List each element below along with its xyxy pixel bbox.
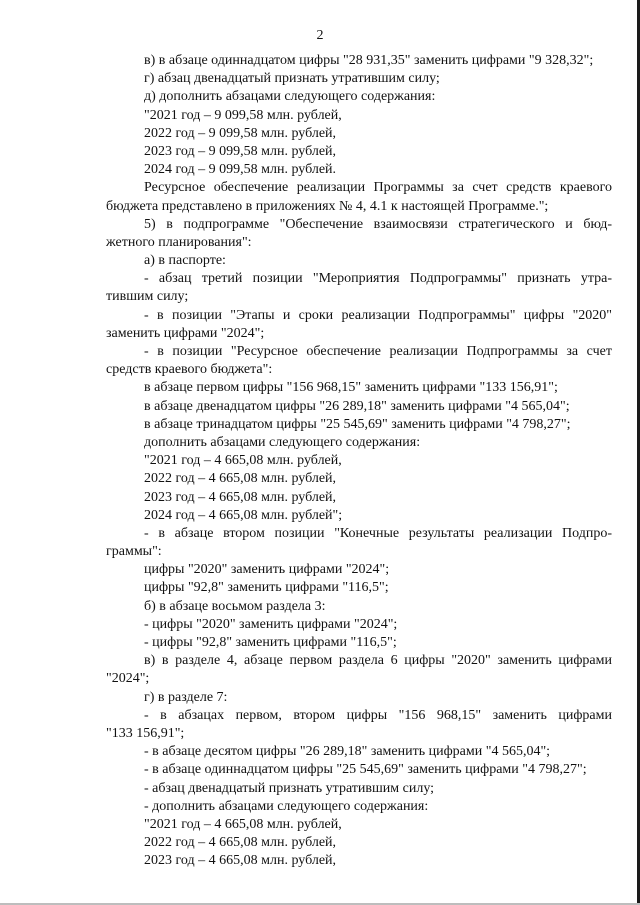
text-line: в абзаце двенадцатом цифры "26 289,18" заменить цифрами "4 565,04"; [144,398,570,414]
text-line: б) в абзаце восьмом раздела 3: [144,598,326,614]
text-line: граммы": [106,544,162,560]
text-line: г) абзац двенадцатый признать утратившим силу; [144,71,440,87]
text-line: - цифры "92,8" заменить цифрами "116,5"; [144,635,397,650]
text-line: д) дополнить абзацами следующего содержания: [144,89,436,105]
text-line: 2024 год – 4 665,08 млн. рублей"; [144,507,343,523]
text-line: в абзаце первом цифры "156 968,15" заменить цифрами "133 156,91"; [144,380,558,396]
text-line: - в позиции "Ресурсное обеспечение реализации Подпрограммы за счет [144,344,612,359]
text-line: - в абзаце одиннадцатом цифры "25 545,69" заменить цифрами "4 798,27"; [144,762,587,778]
text-line: тившим силу; [106,289,189,305]
text-line: - абзац третий позиции "Мероприятия Подпрограммы" признать утра- [144,271,612,287]
text-line: "133 156,91"; [106,725,185,741]
text-line: 2022 год – 4 665,08 млн. рублей, [144,835,337,851]
text-line: - дополнить абзацами следующего содержания: [144,798,429,814]
text-line: "2021 год – 4 665,08 млн. рублей, [144,816,342,832]
text-line: "2024"; [106,671,150,687]
text-line: 2024 год – 9 099,58 млн. рублей. [144,162,337,178]
text-line: Ресурсное обеспечение реализации Программы за счет средств краевого [144,180,612,196]
text-line: в) в разделе 4, абзаце первом раздела 6 цифры "2020" заменить цифрами [144,653,612,669]
text-line: - в позиции "Этапы и сроки реализации Подпрограммы" цифры "2020" [144,307,612,323]
text-line: дополнить абзацами следующего содержания: [144,434,421,450]
text-line: заменить цифрами "2024"; [106,325,265,341]
text-line: "2021 год – 9 099,58 млн. рублей, [144,107,342,123]
text-line: 2023 год – 4 665,08 млн. рублей, [144,853,337,869]
text-line: г) в разделе 7: [144,689,228,705]
text-line: - в абзаце десятом цифры "26 289,18" заменить цифрами "4 565,04"; [144,744,551,760]
text-line: 2023 год – 9 099,58 млн. рублей, [144,143,337,159]
text-line: - цифры "2020" заменить цифрами "2024"; [144,616,398,632]
text-line: цифры "92,8" заменить цифрами "116,5"; [144,580,389,596]
page-number: 2 [316,28,324,43]
text-line: 2023 год – 4 665,08 млн. рублей, [144,489,337,505]
text-line: 5) в подпрограмме "Обеспечение взаимосвязи стратегического и бюд- [144,216,612,232]
text-line: в) в абзаце одиннадцатом цифры "28 931,35" заменить цифрами "9 328,32"; [144,53,594,68]
text-line: а) в паспорте: [144,253,226,269]
text-line: 2022 год – 9 099,58 млн. рублей, [144,125,337,141]
text-line: средств краевого бюджета": [106,362,273,378]
text-line: 2022 год – 4 665,08 млн. рублей, [144,471,337,487]
text-line: жетного планирования": [106,234,252,250]
text-line: "2021 год – 4 665,08 млн. рублей, [144,453,342,469]
text-line: бюджета представлено в приложениях № 4, 4.1 к настоящей Программе."; [106,198,549,214]
text-line: цифры "2020" заменить цифрами "2024"; [144,562,390,578]
text-line: - в абзацах первом, втором цифры "156 968,15" заменить цифрами [144,707,612,723]
document-body [106,52,612,870]
text-line: в абзаце тринадцатом цифры "25 545,69" заменить цифрами "4 798,27"; [144,416,571,432]
text-line: - в абзаце втором позиции "Конечные результаты реализации Подпро- [144,525,612,541]
text-line: - абзац двенадцатый признать утратившим силу; [144,780,435,796]
